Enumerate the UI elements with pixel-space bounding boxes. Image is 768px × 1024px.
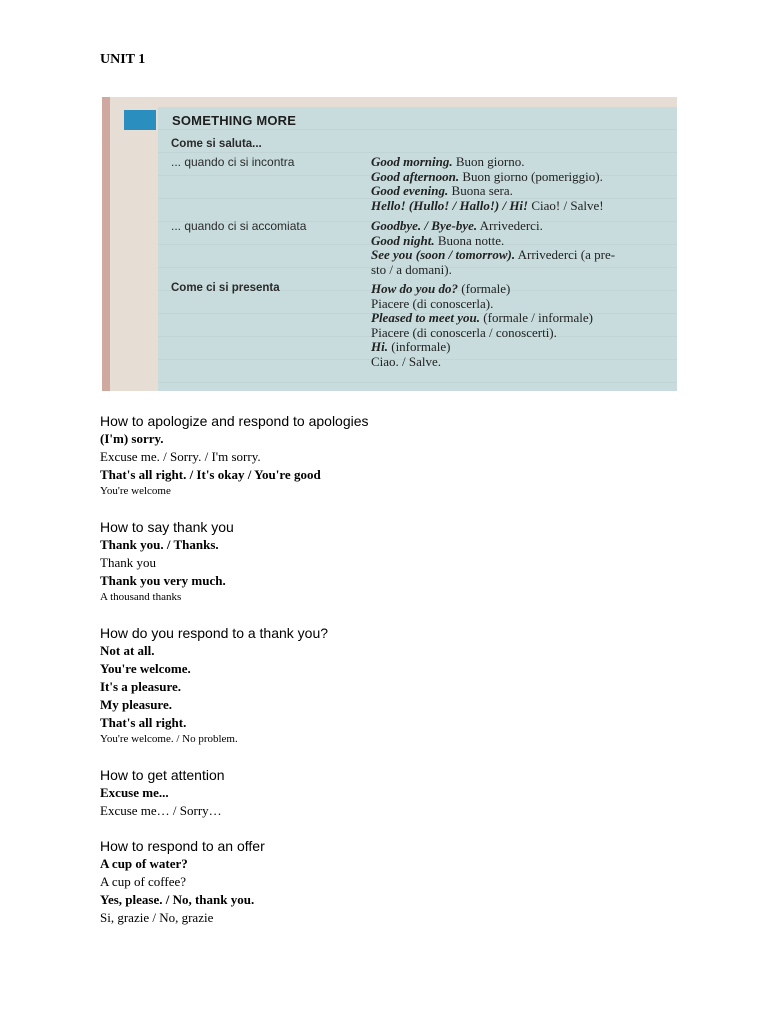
unit-title: UNIT 1 [100,52,146,67]
section-heading: How do you respond to a thank you? [100,625,329,641]
meet-phrase: Good evening. Buona sera. [371,183,513,198]
meet-phrase: Good afternoon. Buon giorno (pomeriggio). [371,168,603,184]
phrase-line: A thousand thanks [100,591,182,603]
book-spine [102,97,110,391]
intro-phrase: How do you do? (formale) [371,281,511,296]
phrase-line: It's a pleasure. [100,679,182,694]
phrase-line: You're welcome. / No problem. [100,733,238,745]
intro-phrases [371,282,593,369]
leave-phrase: sto / a domani). [371,261,452,277]
phrase-line: Si, grazie / No, grazie [100,910,214,925]
section-apologies [100,412,369,499]
meet-label: ... quando ci si incontra [171,155,295,169]
section-heading: How to say thank you [100,519,234,535]
intro-phrase: Pleased to meet you. (formale / informale) [371,310,594,325]
leave-label: ... quando ci si accomiata [171,219,307,233]
intro-heading: Come ci si presenta [171,282,280,294]
phrase-line: A cup of coffee? [100,874,187,889]
meet-phrase: Good morning. Buon giorno. [371,154,525,169]
intro-phrase: Piacere (di conoscerla / conoscerti). [371,324,557,340]
phrase-line: That's all right. / It's okay / You're good [100,467,321,482]
section-heading: How to apologize and respond to apologies [100,413,369,429]
phrase-line: Thank you very much. [100,573,226,588]
leave-phrase: Good night. Buona notte. [371,232,505,248]
section-offer [100,837,265,927]
section-thank-you [100,518,234,605]
leave-phrase: See you (soon / tomorrow). Arrivederci (a pre- [371,247,616,262]
intro-phrase: Ciao. / Salve. [371,353,442,369]
phrase-line: Not at all. [100,643,155,658]
phrase-line: My pleasure. [100,697,172,712]
phrase-line: Excuse me. / Sorry. / I'm sorry. [100,449,261,464]
intro-phrase: Hi. (informale) [371,339,451,354]
box-title: SOMETHING MORE [172,113,297,128]
phrase-line: Thank you. / Thanks. [100,537,219,552]
phrase-line: Yes, please. / No, thank you. [100,892,255,907]
intro-phrase: Piacere (di conoscerla). [371,295,494,311]
phrase-line: Excuse me... [100,785,169,800]
leave-phrases [371,219,615,277]
section-marker [124,110,156,130]
phrase-line: Thank you [100,555,156,570]
phrase-line: You're welcome. [100,661,191,676]
section-heading: How to respond to an offer [100,838,265,854]
phrase-line: Excuse me… / Sorry… [100,803,222,818]
leave-phrase: Goodbye. / Bye-bye. Arrivederci. [371,218,543,233]
textbook-photo [102,97,677,391]
section-heading: How to get attention [100,767,225,783]
section-attention [100,766,225,820]
phrase-line: (I'm) sorry. [100,431,164,446]
meet-phrase: Hello! (Hullo! / Hallo!) / Hi! Ciao! / Salve! [371,197,604,213]
phrase-line: You're welcome [100,485,171,497]
section-respond-thanks [100,624,328,747]
greeting-heading: Come si saluta... [171,138,262,150]
meet-phrases [371,155,604,213]
phrase-line: A cup of water? [100,856,188,871]
phrase-line: That's all right. [100,715,187,730]
something-more-panel [158,107,677,391]
